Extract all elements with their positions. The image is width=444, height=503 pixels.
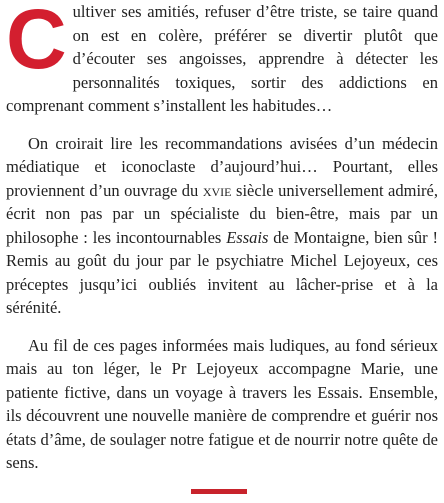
drop-cap: C <box>6 0 67 86</box>
decorative-red-rule <box>191 489 247 494</box>
paragraph-montaigne-text-3: de Montaigne, bien sûr ! Remis au goût du jour par le psychiatre Michel Lejoyeux, ces préceptes jusqu’ici oubliés invitent au lâcher-prise et à la sérénité. <box>6 227 438 317</box>
book-title-essais: Essais <box>226 227 269 247</box>
paragraph-intro-text: ultiver ses amitiés, refuser d’être triste, se taire quand on est en colère, préférer se divertir plutôt que d’écouter ses angoisses, apprendre à détecter les personnalités toxiques, sortir des addictions en comprenant comment s’installent les habitudes… <box>6 2 438 115</box>
century-numeral: xvie <box>202 180 232 200</box>
paragraph-montaigne <box>6 132 438 320</box>
paragraph-montaigne-text-1: On croirait lire les recommandations avisées d’un médecin médiatique et iconoclaste d’aujourd’hui… Pourtant, elles proviennent d’un ouvrage du <box>6 133 438 200</box>
paragraph-montaigne-text-2: siècle universellement admiré, écrit non pas par un spécialiste du bien-être, mais par un philosophe : les incontournables <box>6 180 438 247</box>
paragraph-intro <box>6 0 438 118</box>
back-cover-text <box>6 0 438 475</box>
paragraph-journey <box>6 334 438 475</box>
paragraph-journey-text: Au fil de ces pages informées mais ludiques, au fond sérieux mais au ton léger, le Pr Lejoyeux accompagne Marie, une patiente fictive, dans un voyage à travers les Essais. Ensemble, ils découvrent une nouvelle manière de comprendre et guérir nos états d’âme, de soulager notre fatigue et de nourrir notre quête de sens. <box>6 335 438 472</box>
